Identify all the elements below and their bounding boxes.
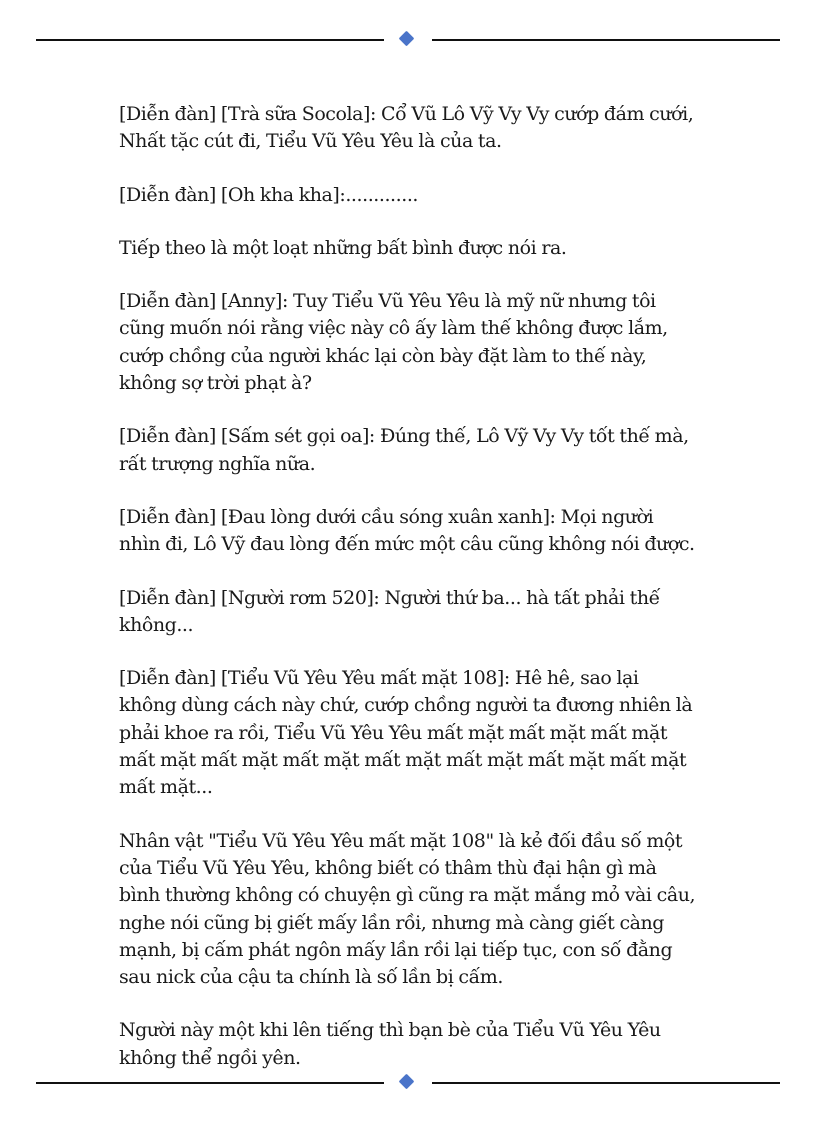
- paragraph: [Diễn đàn] [Sấm sét gọi oa]: Đúng thế, Lô Vỹ Vy Vy tốt thế mà, rất trượng nghĩa nữa.: [119, 425, 689, 475]
- paragraph: [Diễn đàn] [Anny]: Tuy Tiểu Vũ Yêu Yêu là mỹ nữ nhưng tôi cũng muốn nói rằng việc này cô ấy làm thế không được lắm, cướp chồng của người khác lại còn bày đặt làm to thế này, không sợ trời phạt à?: [119, 290, 668, 395]
- page-body: [119, 101, 699, 1098]
- paragraph: Tiếp theo là một loạt những bất bình được nói ra.: [119, 236, 567, 259]
- diamond-icon: [399, 31, 415, 47]
- footer-rule-right: [432, 1082, 780, 1084]
- footer-ornament: [36, 1073, 780, 1093]
- paragraph: [Diễn đàn] [Người rơm 520]: Người thứ ba... hà tất phải thế không...: [119, 586, 660, 636]
- diamond-icon: [399, 1074, 415, 1090]
- header-rule-left: [36, 39, 384, 41]
- paragraph: [Diễn đàn] [Tiểu Vũ Yêu Yêu mất mặt 108]: Hê hê, sao lại không dùng cách này chứ, cướp chồng người ta đương nhiên là phải khoe ra rồi, Tiểu Vũ Yêu Yêu mất mặt mất mặt mất mặt mất mặt mất mặt mất mặt mất mặt mất mặt mất mặt mất mặt mất mặt...: [119, 667, 693, 799]
- footer-rule-left: [36, 1082, 384, 1084]
- paragraph: Nhân vật "Tiểu Vũ Yêu Yêu mất mặt 108" là kẻ đối đầu số một của Tiểu Vũ Yêu Yêu, không biết có thâm thù đại hận gì mà bình thường không có chuyện gì cũng ra mặt mắng mỏ vài câu, nghe nói cũng bị giết mấy lần rồi, nhưng mà càng giết càng mạnh, bị cấm phát ngôn mấy lần rồi lại tiếp tục, con số đằng sau nick của cậu ta chính là số lần bị cấm.: [119, 829, 696, 989]
- paragraph: [Diễn đàn] [Oh kha kha]:.............: [119, 183, 419, 206]
- header-rule-right: [432, 39, 780, 41]
- paragraph: [Diễn đàn] [Trà sữa Socola]: Cổ Vũ Lô Vỹ Vy Vy cướp đám cưới, Nhất tặc cút đi, Tiểu Vũ Yêu Yêu là của ta.: [119, 103, 694, 153]
- paragraph: [Diễn đàn] [Đau lòng dưới cầu sóng xuân xanh]: Mọi người nhìn đi, Lô Vỹ đau lòng đến mức một câu cũng không nói được.: [119, 505, 695, 556]
- paragraph: Người này một khi lên tiếng thì bạn bè của Tiểu Vũ Yêu Yêu không thể ngồi yên.: [119, 1019, 661, 1069]
- header-ornament: [36, 30, 780, 50]
